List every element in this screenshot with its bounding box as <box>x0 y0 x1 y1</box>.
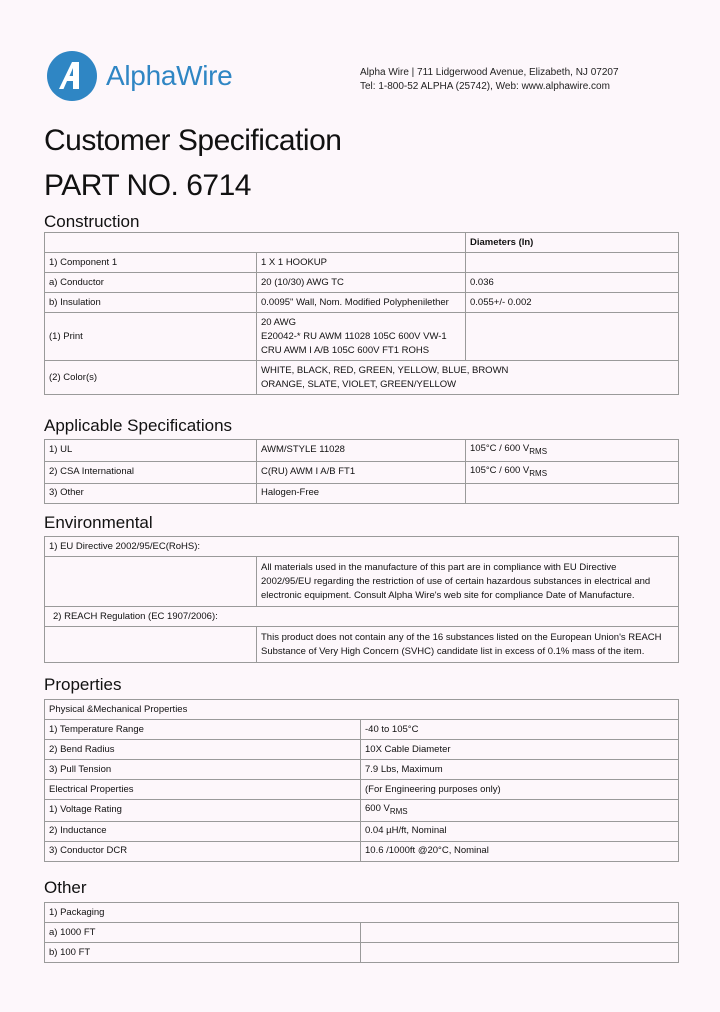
row-label: (1) Print <box>45 313 257 361</box>
table-row <box>45 537 679 557</box>
rohs-label: 1) EU Directive 2002/95/EC(RoHS): <box>45 537 679 557</box>
row-value: 7.9 Lbs, Maximum <box>361 760 679 780</box>
row-label: 2) Inductance <box>45 821 361 841</box>
row-label: (2) Color(s) <box>45 361 257 395</box>
row-label: 2) Bend Radius <box>45 740 361 760</box>
row-value: 20 (10/30) AWG TC <box>257 273 466 293</box>
part-number: PART NO. 6714 <box>44 169 251 202</box>
table-row <box>45 461 679 483</box>
table-row <box>45 740 679 760</box>
table-row <box>45 607 679 627</box>
row-label: a) Conductor <box>45 273 257 293</box>
row-label: 3) Pull Tension <box>45 760 361 780</box>
row-label: a) 1000 FT <box>45 923 361 943</box>
other-table <box>44 902 679 963</box>
row-label: b) 100 FT <box>45 943 361 963</box>
table-row <box>45 233 679 253</box>
applicable-specs-heading: Applicable Specifications <box>44 416 233 435</box>
properties-heading: Properties <box>44 675 122 694</box>
reach-label: 2) REACH Regulation (EC 1907/2006): <box>45 607 679 627</box>
applicable-specs-table <box>44 439 679 504</box>
electrical-note: (For Engineering purposes only) <box>361 780 679 800</box>
row-label: 1) Voltage Rating <box>45 800 361 822</box>
row-value: 0.04 µH/ft, Nominal <box>361 821 679 841</box>
page-header <box>0 0 720 120</box>
color-line: ORANGE, SLATE, VIOLET, GREEN/YELLOW <box>261 378 457 390</box>
document-title: Customer Specification <box>44 124 342 157</box>
print-line: 20 AWG <box>261 316 297 328</box>
row-rating <box>466 483 679 503</box>
row-diameter <box>466 253 679 273</box>
table-row <box>45 361 679 395</box>
table-row <box>45 440 679 462</box>
row-value: -40 to 105°C <box>361 720 679 740</box>
contact-info <box>360 66 619 94</box>
table-row <box>45 800 679 822</box>
row-label: 1) Component 1 <box>45 253 257 273</box>
row-value: 0.0095" Wall, Nom. Modified Polyphenilether <box>257 293 466 313</box>
row-label: 1) Temperature Range <box>45 720 361 740</box>
table-row <box>45 273 679 293</box>
print-line: E20042-* RU AWM 11028 105C 600V VW-1 <box>261 330 447 342</box>
table-row <box>45 700 679 720</box>
table-row <box>45 557 679 607</box>
contact-address: Alpha Wire | 711 Lidgerwood Avenue, Elizabeth, NJ 07207 <box>360 67 619 78</box>
environmental-heading: Environmental <box>44 513 153 532</box>
row-value: 10X Cable Diameter <box>361 740 679 760</box>
table-row <box>45 720 679 740</box>
color-line: WHITE, BLACK, RED, GREEN, YELLOW, BLUE, BROWN <box>261 364 509 376</box>
table-row <box>45 313 679 361</box>
table-row <box>45 760 679 780</box>
table-row <box>45 841 679 861</box>
table-row <box>45 483 679 503</box>
table-row <box>45 903 679 923</box>
row-diameter: 0.036 <box>466 273 679 293</box>
row-label: 3) Other <box>45 483 257 503</box>
brand-name: AlphaWire <box>106 60 233 91</box>
print-line: CRU AWM I A/B 105C 600V FT1 ROHS <box>261 344 430 356</box>
color-list <box>257 361 679 395</box>
properties-table <box>44 699 679 862</box>
row-value: Halogen-Free <box>257 483 466 503</box>
other-heading: Other <box>44 878 87 897</box>
table-row <box>45 821 679 841</box>
row-value: C(RU) AWM I A/B FT1 <box>257 461 466 483</box>
electrical-header: Electrical Properties <box>45 780 361 800</box>
row-value <box>361 923 679 943</box>
contact-phone-web: Tel: 1-800-52 ALPHA (25742), Web: www.alphawire.com <box>360 81 610 92</box>
table-row <box>45 293 679 313</box>
table-row <box>45 923 679 943</box>
row-value: 10.6 /1000ft @20°C, Nominal <box>361 841 679 861</box>
row-value: 600 $V_{RMS}$ <box>361 800 679 822</box>
diameters-header: Diameters (In) <box>466 233 679 253</box>
construction-table <box>44 232 679 395</box>
row-label: b) Insulation <box>45 293 257 313</box>
row-value: AWM/STYLE 11028 <box>257 440 466 462</box>
row-rating: 105°C / 600 $V_{RMS}$ <box>466 440 679 462</box>
table-row <box>45 780 679 800</box>
reach-statement: This product does not contain any of the 16 substances listed on the European Union's REACH Substance of Very High Concern (SVHC) candidate list in excess of 0.1% mass of the item. <box>257 627 679 663</box>
row-label: 2) CSA International <box>45 461 257 483</box>
packaging-label: 1) Packaging <box>45 903 679 923</box>
table-row <box>45 253 679 273</box>
row-label: 3) Conductor DCR <box>45 841 361 861</box>
row-rating: 105°C / 600 $V_{RMS}$ <box>466 461 679 483</box>
rohs-statement: All materials used in the manufacture of this part are in compliance with EU Directive 2002/95/EU regarding the restriction of use of certain hazardous substances in electrical and electronic equipment. Consult Alpha Wire's web site for compliance Date of Manufacture. <box>257 557 679 607</box>
construction-heading: Construction <box>44 212 140 231</box>
table-row <box>45 627 679 663</box>
physical-header: Physical &Mechanical Properties <box>45 700 679 720</box>
print-legend <box>257 313 466 361</box>
row-label: 1) UL <box>45 440 257 462</box>
brand-logo <box>46 50 232 102</box>
row-diameter: 0.055+/- 0.002 <box>466 293 679 313</box>
table-row <box>45 943 679 963</box>
row-value: 1 X 1 HOOKUP <box>257 253 466 273</box>
alpha-wire-logo-icon <box>46 50 98 102</box>
environmental-table <box>44 536 679 663</box>
row-value <box>361 943 679 963</box>
